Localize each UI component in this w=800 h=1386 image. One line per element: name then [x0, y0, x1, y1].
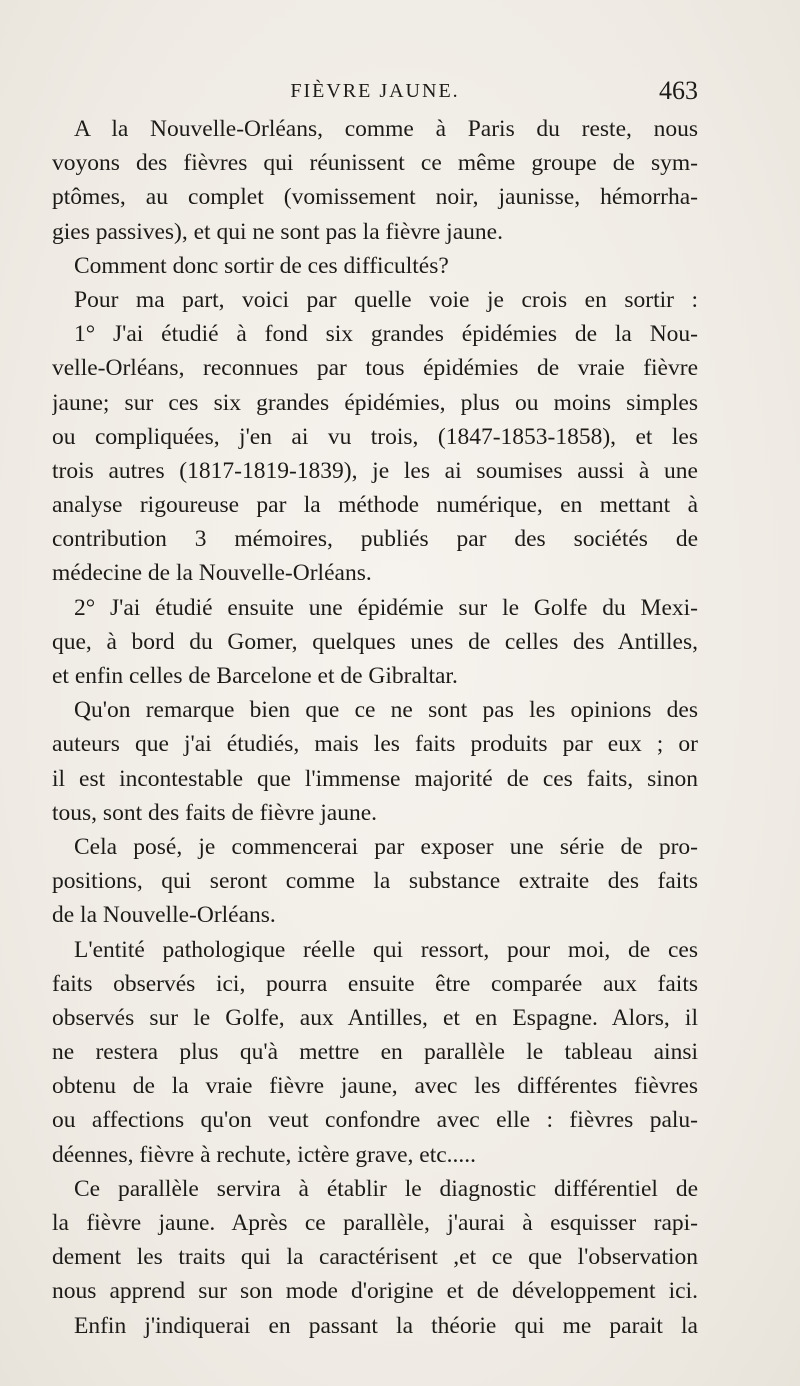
- text-line: 1° J'ai étudié à fond six grandes épidémies de la Nou-: [74, 321, 698, 348]
- text-line: et enfin celles de Barcelone et de Gibraltar.: [52, 663, 458, 689]
- running-head: [52, 76, 698, 106]
- text-line: velle-Orléans, reconnues par tous épidémies de vraie fièvre: [52, 355, 698, 382]
- text-line: obtenu de la vraie fièvre jaune, avec les différentes fièvres: [52, 1073, 698, 1100]
- text-line: 2° J'ai étudié ensuite une épidémie sur le Golfe du Mexi-: [74, 594, 698, 621]
- text-line: observés sur le Golfe, aux Antilles, et en Espagne. Alors, il: [52, 1004, 698, 1031]
- text-line: médecine de la Nouvelle-Orléans.: [52, 560, 372, 587]
- text-line: L'entité pathologique réelle qui ressort, pour moi, de ces: [74, 936, 698, 963]
- text-line: trois autres (1817-1819-1839), je les ai soumises aussi à une: [52, 457, 698, 484]
- text-line: déennes, fièvre à rechute, ictère grave, etc.....: [52, 1141, 477, 1168]
- text-line: jaune; sur ces six grandes épidémies, plus ou moins simples: [52, 389, 698, 416]
- text-line: Enfin j'indiquerai en passant la théorie qui me parait la: [74, 1312, 698, 1339]
- text-line: analyse rigoureuse par la méthode numérique, en mettant à: [52, 492, 698, 519]
- text-line: contribution 3 mémoires, publiés par des sociétés de: [52, 526, 698, 553]
- text-line: Qu'on remarque bien que ce ne sont pas les opinions des: [74, 697, 698, 724]
- text-line: il est incontestable que l'immense majorité de ces faits, sinon: [52, 765, 698, 792]
- text-line: ou compliquées, j'en ai vu trois, (1847-1853-1858), et les: [52, 423, 698, 450]
- text-line: auteurs que j'ai étudiés, mais les faits produits par eux ; or: [52, 731, 698, 758]
- text-line: faits observés ici, pourra ensuite être comparée aux faits: [52, 970, 698, 997]
- text-line: positions, qui seront comme la substance extraite des faits: [52, 868, 698, 895]
- text-line: Comment donc sortir de ces difficultés?: [74, 252, 449, 279]
- running-title: FIÈVRE JAUNE.: [290, 80, 460, 102]
- text-line: Ce parallèle servira à établir le diagnostic différentiel de: [74, 1175, 698, 1202]
- text-line: A la Nouvelle-Orléans, comme à Paris du reste, nous: [74, 116, 698, 142]
- body-text: [52, 112, 698, 1343]
- text-line: dement les traits qui la caractérisent ,et ce que l'observation: [52, 1244, 698, 1271]
- text-line: ne restera plus qu'à mettre en parallèle le tableau ainsi: [52, 1039, 698, 1066]
- text-line: Pour ma part, voici par quelle voie je crois en sortir :: [74, 286, 698, 313]
- text-line: ou affections qu'on veut confondre avec elle : fièvres palu-: [52, 1107, 698, 1134]
- text-line: que, à bord du Gomer, quelques unes de celles des Antilles,: [52, 628, 698, 655]
- text-line: ptômes, au complet (vomissement noir, jaunisse, hémorrha-: [52, 184, 698, 211]
- text-line: gies passives), et qui ne sont pas la fièvre jaune.: [52, 218, 503, 245]
- text-line: voyons des fièvres qui réunissent ce même groupe de sym-: [52, 150, 698, 177]
- text-line: Cela posé, je commencerai par exposer une série de pro-: [74, 833, 698, 860]
- text-line: tous, sont des faits de fièvre jaune.: [52, 799, 377, 826]
- text-line: nous apprend sur son mode d'origine et de développement ici.: [52, 1278, 698, 1305]
- text-line: la fièvre jaune. Après ce parallèle, j'aurai à esquisser rapi-: [52, 1210, 698, 1236]
- page-number: 463: [659, 76, 698, 105]
- text-line: de la Nouvelle-Orléans.: [52, 902, 276, 929]
